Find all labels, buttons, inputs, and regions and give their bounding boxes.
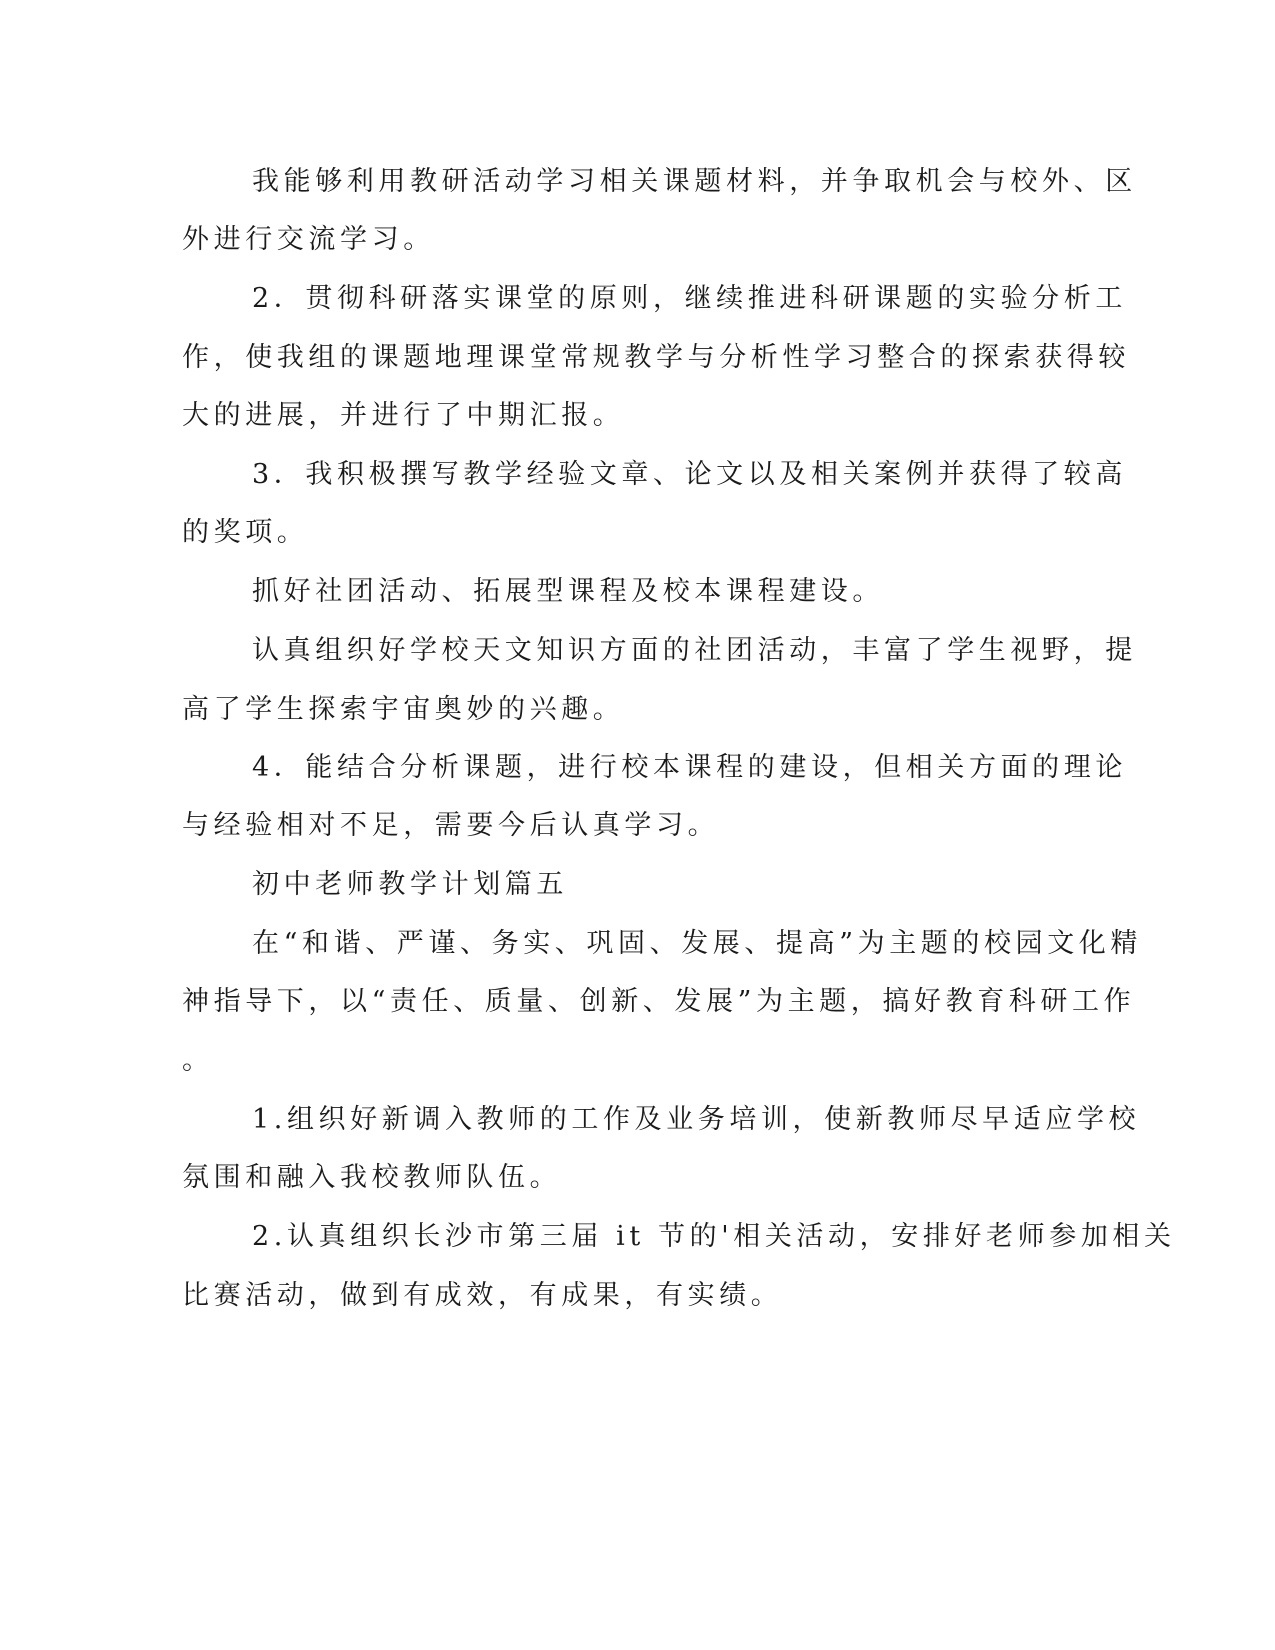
text-line: 抓好社团活动、拓展型课程及校本课程建设。 [252, 576, 884, 607]
text-line: 神指导下，以“责任、质量、创新、发展”为主题，搞好教育科研工作 [182, 986, 1136, 1017]
text-line: 外进行交流学习。 [182, 224, 435, 255]
text-line: 高了学生探索宇宙奥妙的兴趣。 [182, 694, 625, 725]
text-line: 。 [182, 1045, 214, 1076]
text-line: 我能够利用教研活动学习相关课题材料，并争取机会与校外、区 [252, 166, 1137, 197]
text-line: 1.组织好新调入教师的工作及业务培训，使新教师尽早适应学校 [252, 1104, 1141, 1135]
text-line: 4．能结合分析课题，进行校本课程的建设，但相关方面的理论 [252, 752, 1127, 783]
text-line: 2．贯彻科研落实课堂的原则，继续推进科研课题的实验分析工 [252, 283, 1127, 314]
text-line: 氛围和融入我校教师队伍。 [182, 1162, 562, 1193]
text-line: 作，使我组的课题地理课堂常规教学与分析性学习整合的探索获得较 [182, 342, 1130, 373]
text-line: 认真组织好学校天文知识方面的社团活动，丰富了学生视野，提 [252, 635, 1137, 666]
section-heading: 初中老师教学计划篇五 [252, 869, 568, 900]
text-line: 3．我积极撰写教学经验文章、论文以及相关案例并获得了较高 [252, 459, 1127, 490]
text-line: 2.认真组织长沙市第三届 it 节的'相关活动，安排好老师参加相关 [252, 1221, 1176, 1252]
text-line: 大的进展，并进行了中期汇报。 [182, 400, 625, 431]
text-line: 比赛活动，做到有成效，有成果，有实绩。 [182, 1280, 783, 1311]
text-line: 的奖项。 [182, 517, 309, 548]
text-line: 在“和谐、严谨、务实、巩固、发展、提高”为主题的校园文化精 [252, 928, 1143, 959]
text-line: 与经验相对不足，需要今后认真学习。 [182, 810, 720, 841]
